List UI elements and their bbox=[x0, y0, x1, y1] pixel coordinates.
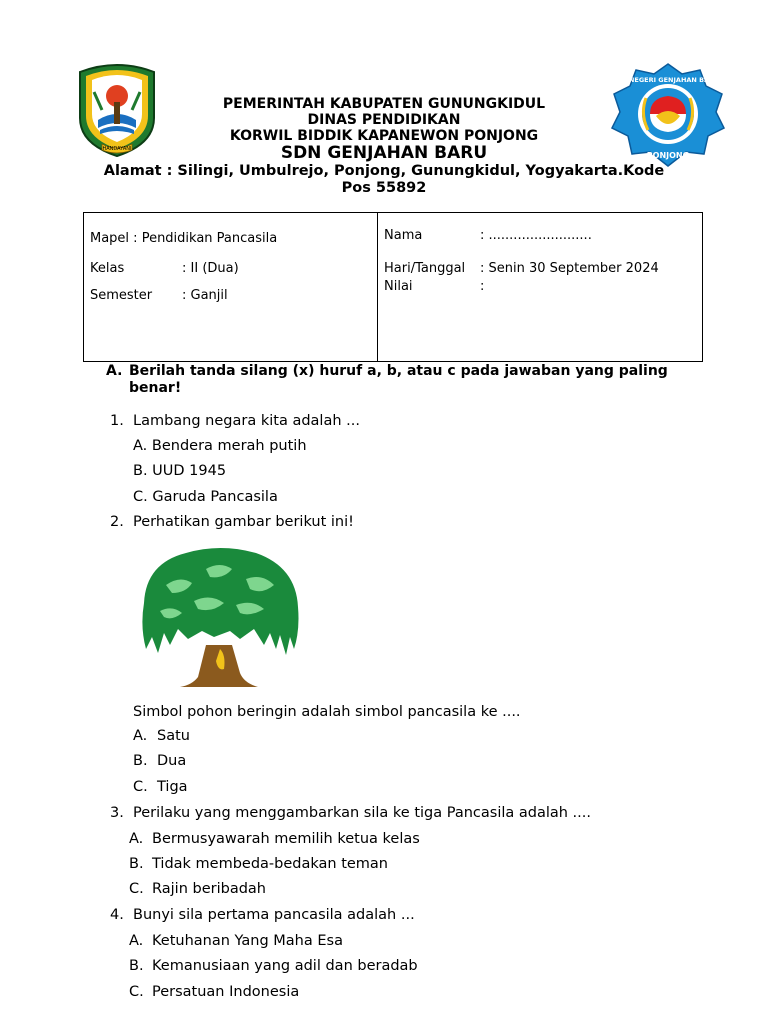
exam-info-box bbox=[83, 212, 703, 362]
option-text: Tiga bbox=[157, 779, 188, 795]
option-letter: B. bbox=[133, 753, 148, 769]
option-letter: C. bbox=[133, 779, 148, 795]
question-text: Lambang negara kita adalah ... bbox=[133, 413, 360, 429]
header-regency: PEMERINTAH KABUPATEN GUNUNGKIDUL bbox=[222, 96, 546, 112]
header-korwil: KORWIL BIDDIK KAPANEWON PONJONG bbox=[229, 128, 539, 144]
question-number: 3. bbox=[110, 805, 124, 821]
section-instruction bbox=[106, 363, 696, 397]
svg-text:HANDAYANI: HANDAYANI bbox=[102, 146, 132, 152]
answer-option[interactable]: A. Bendera merah putih bbox=[133, 438, 307, 454]
option-letter: B. bbox=[129, 958, 144, 974]
option-text: Tidak membeda-bedakan teman bbox=[152, 856, 389, 872]
question-text: Bunyi sila pertama pancasila adalah ... bbox=[133, 907, 415, 923]
semester-label: Semester bbox=[90, 288, 153, 303]
question-2-subtext: Simbol pohon beringin adalah simbol pancasila ke .... bbox=[133, 704, 521, 720]
instruction-text: Berilah tanda silang (x) huruf a, b, atau c pada jawaban yang paling benar! bbox=[129, 363, 668, 396]
option-letter: A. bbox=[129, 831, 144, 847]
school-address-line1: Alamat : Silingi, Umbulrejo, Ponjong, Gunungkidul, Yogyakarta.Kode bbox=[103, 163, 665, 179]
letterhead bbox=[0, 96, 768, 197]
question-number: 4. bbox=[110, 907, 124, 923]
date-label: Hari/Tanggal bbox=[384, 261, 466, 276]
class-value: : II (Dua) bbox=[182, 261, 239, 276]
date-value: : Senin 30 September 2024 bbox=[480, 261, 659, 276]
name-label: Nama bbox=[384, 228, 423, 243]
score-value[interactable]: : bbox=[480, 279, 485, 294]
question-text: Perhatikan gambar berikut ini! bbox=[133, 514, 354, 530]
svg-text:PONJONG: PONJONG bbox=[646, 151, 690, 160]
option-text: Persatuan Indonesia bbox=[152, 984, 300, 1000]
option-letter: B. bbox=[129, 856, 144, 872]
question-number: 2. bbox=[110, 514, 124, 530]
question-text: Perilaku yang menggambarkan sila ke tiga Pancasila adalah .... bbox=[133, 805, 591, 821]
option-text: Satu bbox=[157, 728, 190, 744]
option-text: Kemanusiaan yang adil dan beradab bbox=[152, 958, 418, 974]
option-text: Rajin beribadah bbox=[152, 881, 266, 897]
info-box-divider bbox=[377, 213, 378, 361]
option-text: Bermusyawarah memilih ketua kelas bbox=[152, 831, 420, 847]
subject-label: Mapel : Pendidikan Pancasila bbox=[90, 231, 278, 246]
option-text: Dua bbox=[157, 753, 187, 769]
answer-option[interactable]: C. Garuda Pancasila bbox=[133, 489, 278, 505]
school-address-line2: Pos 55892 bbox=[341, 180, 427, 196]
banyan-tree-icon bbox=[136, 545, 302, 691]
school-name: SDN GENJAHAN BARU bbox=[280, 143, 488, 163]
name-value[interactable]: : ......................... bbox=[480, 228, 592, 243]
option-letter: A. bbox=[133, 728, 148, 744]
question-number: 1. bbox=[110, 413, 124, 429]
class-label: Kelas bbox=[90, 261, 125, 276]
option-text: Ketuhanan Yang Maha Esa bbox=[152, 933, 343, 949]
svg-text:SD NEGERI GENJAHAN BARU: SD NEGERI GENJAHAN BARU bbox=[616, 76, 720, 84]
option-letter: C. bbox=[129, 984, 144, 1000]
section-letter: A. bbox=[106, 363, 123, 379]
semester-value: : Ganjil bbox=[182, 288, 228, 303]
answer-option[interactable]: B. UUD 1945 bbox=[133, 463, 227, 479]
subject-field bbox=[90, 231, 277, 246]
option-letter: A. bbox=[129, 933, 144, 949]
score-label: Nilai bbox=[384, 279, 413, 294]
header-department: DINAS PENDIDIKAN bbox=[307, 112, 461, 128]
option-letter: C. bbox=[129, 881, 144, 897]
